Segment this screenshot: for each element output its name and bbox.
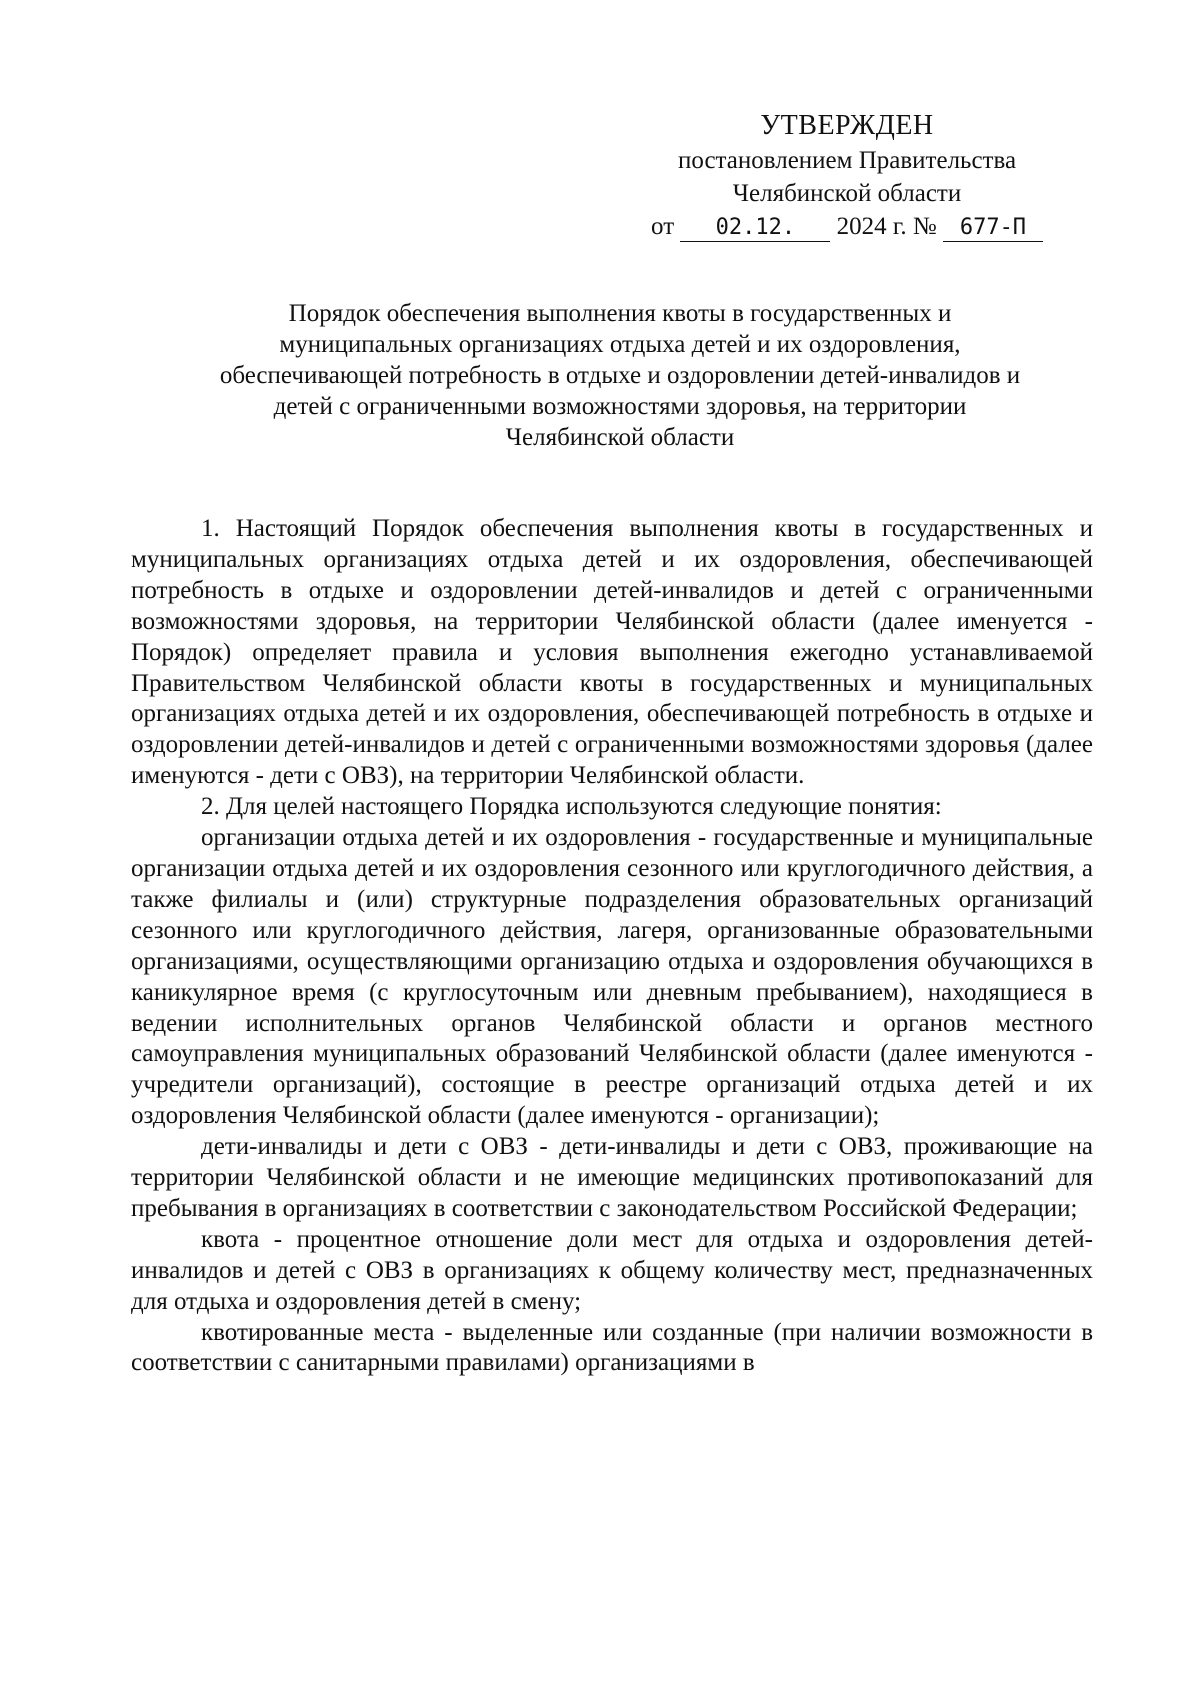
paragraph-definition-quota-places: квотированные места - выделенные или созданные (при наличии возможности в соответствии с санитарными правилами) организациями в	[131, 1318, 1093, 1377]
title-line: обеспечивающей потребность в отдыхе и оздоровлении детей-инвалидов и	[219, 362, 1021, 389]
title-line: Порядок обеспечения выполнения квоты в государственных и	[288, 300, 952, 327]
paragraph-2: 2. Для целей настоящего Порядка используются следующие понятия:	[201, 793, 942, 821]
document-body	[131, 514, 1093, 1379]
paragraph-definition-children: дети-инвалиды и дети с ОВЗ - дети-инвалиды и дети с ОВЗ, проживающие на территории Челябинской области и не имеющие медицинских противопоказаний для пребывания в организациях в соответствии с законодательством Российской Федерации;	[131, 1133, 1093, 1222]
document-number: 677-П	[943, 215, 1043, 242]
document-title	[140, 298, 1100, 453]
date-value: 02.12.	[680, 215, 830, 242]
approval-line-2: Челябинской области	[732, 180, 962, 207]
paragraph-definition-quota: квота - процентное отношение доли мест для отдыха и оздоровления детей-инвалидов и детей с ОВЗ в организациях к общему количеству мест, предназначенных для отдыха и оздоровления детей в смену;	[131, 1225, 1093, 1315]
title-line: Челябинской области	[505, 424, 735, 451]
title-line: муниципальных организациях отдыха детей и их оздоровления,	[279, 331, 961, 358]
approval-line-1: постановлением Правительства	[677, 147, 1017, 174]
paragraph-1: 1. Настоящий Порядок обеспечения выполнения квоты в государственных и муниципальных организациях отдыха детей и их оздоровления, обеспечивающей потребность в отдыхе и оздоровлении детей-инвалидов и детей с ограниченными возможностями здоровья, на территории Челябинской области (далее именуется - Порядок) определяет правила и условия выполнения ежегодно устанавливаемой Правительством Челябинской области квоты в государственных и муниципальных организациях отдыха детей и их оздоровления, обеспечивающей потребность в отдыхе и оздоровлении детей-инвалидов и детей с ограниченными возможностями здоровья (далее именуются - дети с ОВЗ), на территории Челябинской области.	[131, 515, 1093, 790]
approval-date-line	[612, 210, 1082, 243]
date-prefix: от	[651, 213, 675, 240]
approval-heading: УТВЕРЖДЕН	[760, 110, 934, 141]
title-line: детей с ограниченными возможностями здоровья, на территории	[273, 393, 967, 420]
paragraph-definition-organizations: организации отдыха детей и их оздоровления - государственные и муниципальные организации отдыха детей и их оздоровления сезонного или круглогодичного действия, а также филиалы и (или) структурные подразделения образовательных организаций сезонного или круглогодичного действия, лагеря, организованные образовательными организациями, осуществляющими организацию отдыха и оздоровления обучающихся в каникулярное время (с круглосуточным или дневным пребыванием), находящиеся в ведении исполнительных органов Челябинской области и органов местного самоуправления муниципальных образований Челябинской области (далее именуются - учредители организаций), состоящие в реестре организаций отдыха детей и их оздоровления Челябинской области (далее именуются - организации);	[131, 824, 1093, 1130]
approval-stamp-block	[612, 108, 1082, 243]
year-number-label: 2024 г. №	[836, 213, 937, 240]
